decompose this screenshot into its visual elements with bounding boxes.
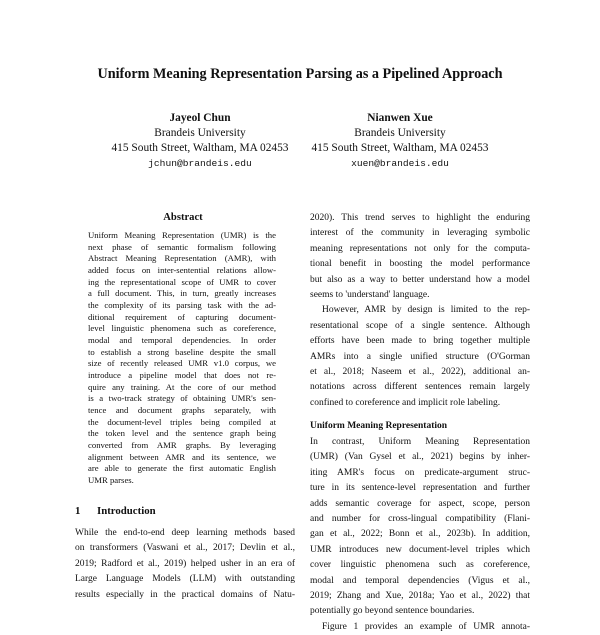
author-affiliation: Brandeis University	[354, 127, 446, 139]
text-line: and number for cross-lingual compatibility (Flani-	[310, 514, 530, 525]
text-line: potentially go beyond sentence boundaries.	[310, 606, 475, 617]
text-line: size of recently released UMR v1.0 corpus, we	[88, 358, 276, 369]
abstract-heading: Abstract	[163, 212, 203, 223]
text-line: introduce a pipeline model that does not re-	[88, 370, 276, 381]
text-line: Uniform Meaning Representation (UMR) is the	[88, 230, 276, 240]
text-line: 2019; Radford et al., 2019) helped usher in an era of	[75, 558, 295, 569]
text-line: Abstract Meaning Representation (AMR), with	[88, 253, 276, 264]
text-line: is a two-track strategy of obtaining UMR's sen-	[88, 393, 276, 404]
text-line: UMR introduces new document-level triples which	[310, 544, 530, 555]
text-line: meaning representations not only for the computa-	[310, 243, 530, 254]
paragraph	[310, 620, 530, 635]
text-line: In contrast, Uniform Meaning Representation	[310, 437, 530, 448]
subsection-heading: Uniform Meaning Representation	[310, 421, 448, 432]
text-line: the token level and the sentence graph being	[88, 428, 276, 439]
text-line: the complexity of its parsing task with the ad-	[88, 300, 276, 311]
author-name: Nianwen Xue	[367, 112, 433, 124]
text-line: alignment between AMR and its sentence, we	[88, 451, 276, 462]
author-email: xuen@brandeis.edu	[351, 158, 449, 169]
paragraph	[310, 435, 530, 620]
text-line: results especially in the practical domains of Natu-	[75, 589, 295, 600]
paragraph	[310, 211, 530, 303]
right-column	[310, 211, 530, 635]
paper-title: Uniform Meaning Representation Parsing as a Pipelined Approach	[97, 66, 503, 82]
text-line: ditional requirement of capturing document-	[88, 311, 276, 322]
text-line: a full document. This, in turn, greatly increases	[88, 288, 276, 299]
text-line: AMRs into a single unified structure (O'Gorman	[310, 351, 530, 362]
spacer	[310, 411, 530, 418]
text-line: ture in its sentence-level representation and further	[310, 483, 530, 494]
text-line: 2019; Zhang and Xue, 2018a; Yao et al., 2022) that	[310, 590, 530, 601]
author-block-1	[100, 111, 300, 171]
text-line: are able to generate the first automatic English	[88, 463, 276, 474]
text-line: modal and temporal dependencies (Vigus et al.,	[310, 575, 530, 586]
text-line: to establish a strong baseline despite the small	[88, 346, 276, 357]
text-line: iting AMR's focus on predicate-argument struc-	[310, 467, 530, 478]
text-line: gan et al., 2022; Bonn et al., 2023b). In addition,	[310, 529, 530, 540]
text-line: tence and document graphs separately, with	[88, 405, 276, 416]
text-line: level linguistic phenomena such as coreference,	[88, 323, 276, 334]
text-line: Large Language Models (LLM) with outstanding	[75, 574, 295, 585]
text-line: notations across different sentences remain largely	[310, 382, 530, 393]
text-line: seems to 'understand' language.	[310, 289, 430, 300]
text-line: efforts have been made to bring together multiple	[310, 336, 530, 347]
text-line: confined to coreference and implicit role labeling.	[310, 397, 501, 408]
text-line: tional benefit in boosting the model performance	[310, 259, 530, 270]
text-line: 2020). This trend serves to highlight the enduring	[310, 213, 530, 223]
section-title: Introduction	[97, 505, 156, 517]
author-block-2	[300, 111, 500, 171]
text-line: cover linguistic phenomena such as coreference,	[310, 560, 530, 571]
text-line: While the end-to-end deep learning methods based	[75, 528, 295, 538]
text-line: added focus on inter-sentential relations allow-	[88, 265, 276, 276]
text-line: modal and temporal dependencies. In order	[88, 335, 276, 346]
text-line: interest of the community in leveraging symbolic	[310, 228, 530, 239]
author-address: 415 South Street, Waltham, MA 02453	[111, 142, 289, 154]
text-line: quire any training. At the core of our method	[88, 381, 276, 392]
text-line: but also as a way to better understand how a model	[310, 274, 530, 285]
text-line: converted from AMR graphs. By leveraging	[88, 440, 276, 451]
text-line: However, AMR by design is limited to the rep-	[322, 305, 530, 316]
introduction-body	[75, 526, 295, 603]
text-line: ing the representational scope of UMR to cover	[88, 276, 276, 287]
paragraph	[310, 303, 530, 411]
text-line: adds semantic coverage for aspect, scope, person	[310, 498, 530, 509]
author-email: jchun@brandeis.edu	[148, 158, 252, 169]
text-line: resentational scope of a single sentence. Although	[310, 320, 530, 331]
abstract-body	[88, 230, 276, 487]
author-address: 415 South Street, Waltham, MA 02453	[311, 142, 489, 154]
text-line: UMR parses.	[88, 475, 134, 486]
section-heading-introduction	[75, 505, 156, 517]
text-line: the document-level triples being compiled at	[88, 416, 276, 427]
text-line: (UMR) (Van Gysel et al., 2021) begins by inher-	[310, 452, 530, 463]
text-line: next phase of semantic formalism following	[88, 241, 276, 252]
text-line: on transformers (Vaswani et al., 2017; Devlin et al.,	[75, 543, 295, 554]
author-name: Jayeol Chun	[169, 112, 231, 124]
text-line: et al., 2018; Naseem et al., 2022), additional an-	[310, 366, 530, 377]
text-line: Figure 1 provides an example of UMR annota-	[322, 621, 530, 632]
section-number: 1	[75, 505, 81, 517]
author-affiliation: Brandeis University	[154, 127, 246, 139]
